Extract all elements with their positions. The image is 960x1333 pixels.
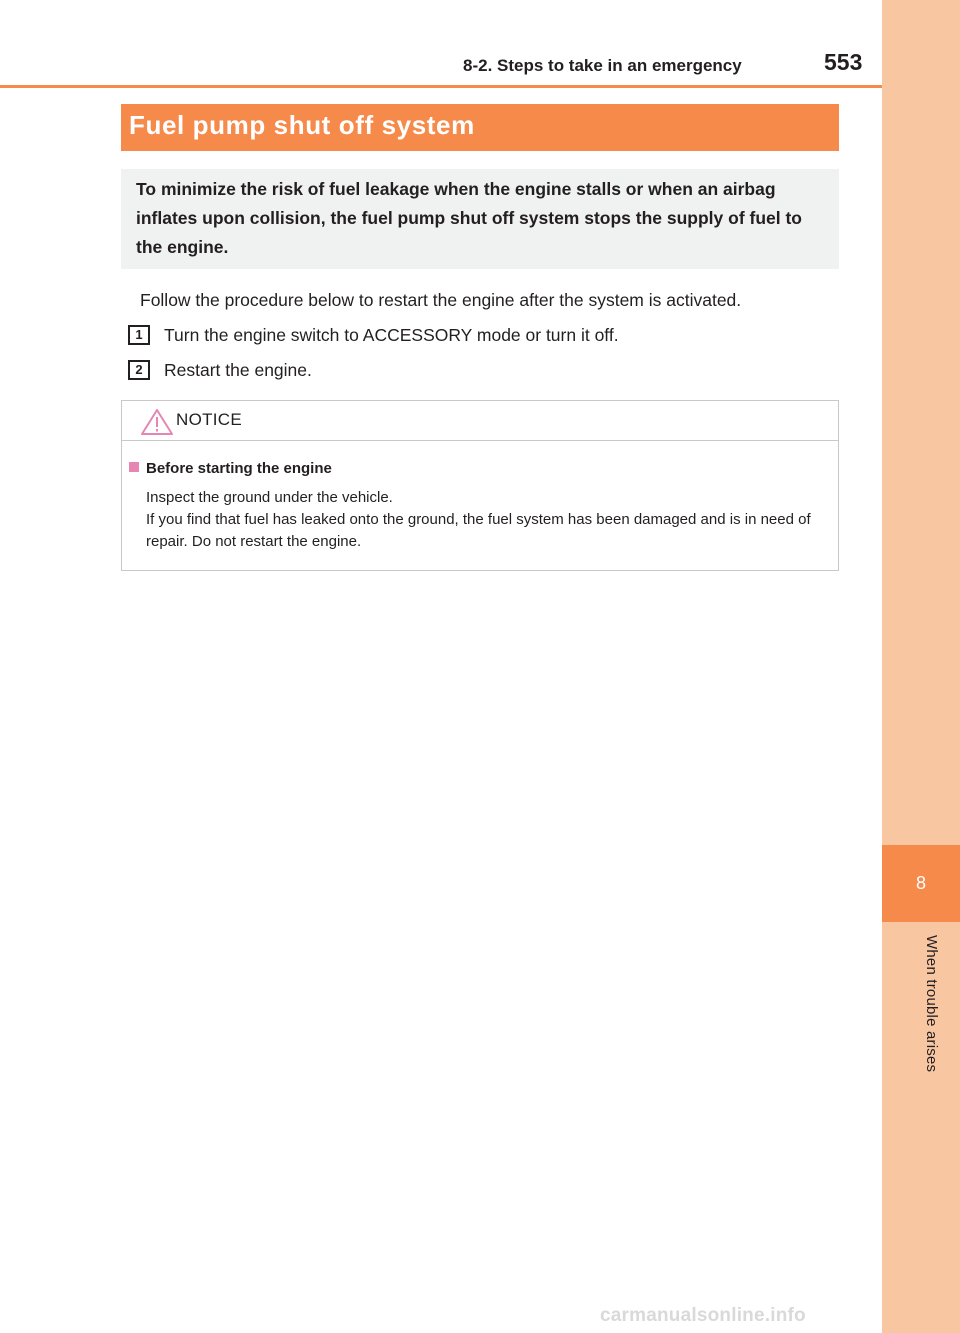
chapter-number-tab xyxy=(882,845,960,922)
notice-subtitle-row xyxy=(129,460,332,477)
warning-triangle-icon xyxy=(140,408,174,436)
intro-paragraph: Follow the procedure below to restart the engine after the system is activated. xyxy=(140,290,742,310)
summary-box xyxy=(121,169,839,269)
section-title-bar xyxy=(121,104,839,151)
pink-square-bullet-icon xyxy=(129,462,139,472)
summary-text: To minimize the risk of fuel leakage when the engine stalls or when an airbag inflates upon collision, the fuel pump shut off system stops the supply of fuel to the engine. xyxy=(136,179,802,257)
notice-line: If you find that fuel has leaked onto the ground, the fuel system has been damaged and is in need of repair. Do not restart the engine. xyxy=(146,511,811,550)
chapter-title-vertical: When trouble arises xyxy=(923,935,940,1073)
notice-box xyxy=(121,400,839,571)
section-title: Fuel pump shut off system xyxy=(129,110,475,140)
step-text: Restart the engine. xyxy=(164,360,312,380)
step-text: Turn the engine switch to ACCESSORY mode or turn it off. xyxy=(164,325,619,345)
page-number: 553 xyxy=(824,49,863,75)
notice-line: Inspect the ground under the vehicle. xyxy=(146,489,393,506)
step-1 xyxy=(128,323,828,347)
notice-header xyxy=(122,401,838,441)
notice-title: NOTICE xyxy=(176,410,243,429)
chapter-number: 8 xyxy=(915,873,926,893)
notice-subtitle: Before starting the engine xyxy=(146,460,332,477)
header-rule xyxy=(0,85,882,88)
step-number-badge: 1 xyxy=(128,325,150,345)
running-header-section: 8-2. Steps to take in an emergency xyxy=(463,56,742,75)
notice-body xyxy=(146,487,830,553)
step-number-badge: 2 xyxy=(128,360,150,380)
step-2 xyxy=(128,358,828,382)
footer-watermark: carmanualsonline.info xyxy=(600,1305,806,1326)
